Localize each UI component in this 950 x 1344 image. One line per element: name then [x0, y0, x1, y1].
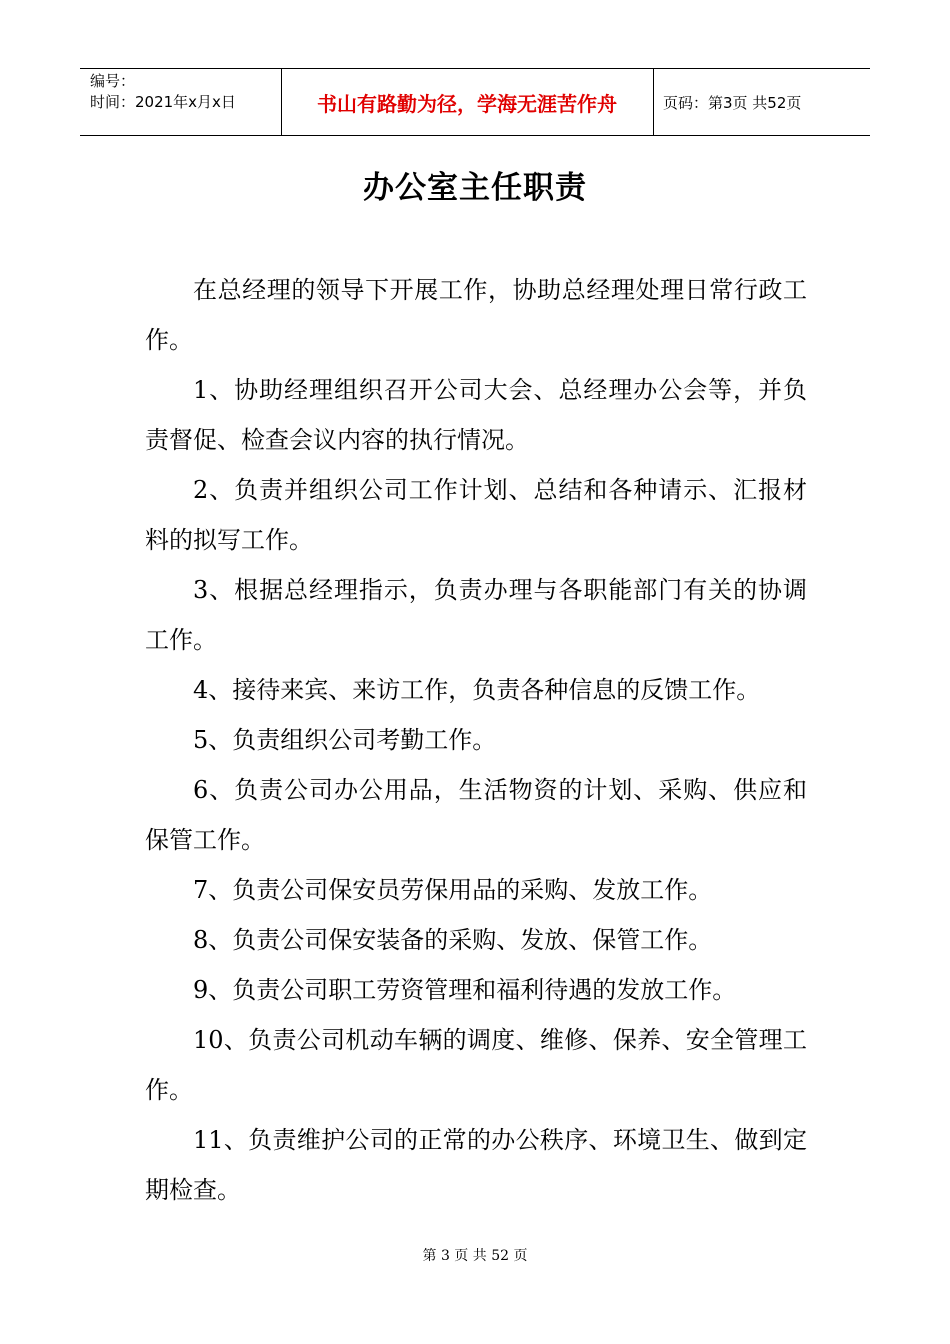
document-title: 办公室主任职责 — [363, 170, 587, 206]
paragraph: 5、负责组织公司考勤工作。 — [193, 726, 497, 754]
paragraph: 6、负责公司办公用品，生活物资的计划、采购、供应和保管工作。 — [145, 776, 807, 854]
paragraph: 2、负责并组织公司工作计划、总结和各种请示、汇报材料的拟写工作。 — [145, 476, 807, 554]
paragraph: 8、负责公司保安装备的采购、发放、保管工作。 — [193, 926, 713, 954]
header-divider — [653, 69, 654, 135]
paragraph: 在总经理的领导下开展工作，协助总经理处理日常行政工作。 — [145, 276, 807, 354]
page-header — [80, 68, 870, 136]
header-meta — [90, 71, 236, 113]
number-label: 编号： — [90, 72, 136, 90]
paragraph: 4、接待来宾、来访工作，负责各种信息的反馈工作。 — [193, 676, 761, 704]
paragraph: 7、负责公司保安员劳保用品的采购、发放工作。 — [193, 876, 713, 904]
paragraph: 1、协助经理组织召开公司大会、总经理办公会等，并负责督促、检查会议内容的执行情况。 — [145, 376, 807, 454]
paragraph: 3、根据总经理指示，负责办理与各职能部门有关的协调工作。 — [145, 576, 807, 654]
page-footer: 第 3 页 共 52 页 — [422, 1248, 528, 1264]
paragraph: 9、负责公司职工劳资管理和福利待遇的发放工作。 — [193, 976, 737, 1004]
paragraph: 10、负责公司机动车辆的调度、维修、保养、安全管理工作。 — [145, 1026, 807, 1104]
paragraph: 11、负责维护公司的正常的办公秩序、环境卫生、做到定期检查。 — [145, 1126, 807, 1204]
header-page-info: 页码：第3页 共52页 — [663, 93, 802, 112]
document-body — [145, 265, 807, 1215]
header-motto: 书山有路勤为径，学海无涯苦作舟 — [317, 91, 617, 116]
time-label: 时间：2021年x月x日 — [90, 93, 236, 111]
